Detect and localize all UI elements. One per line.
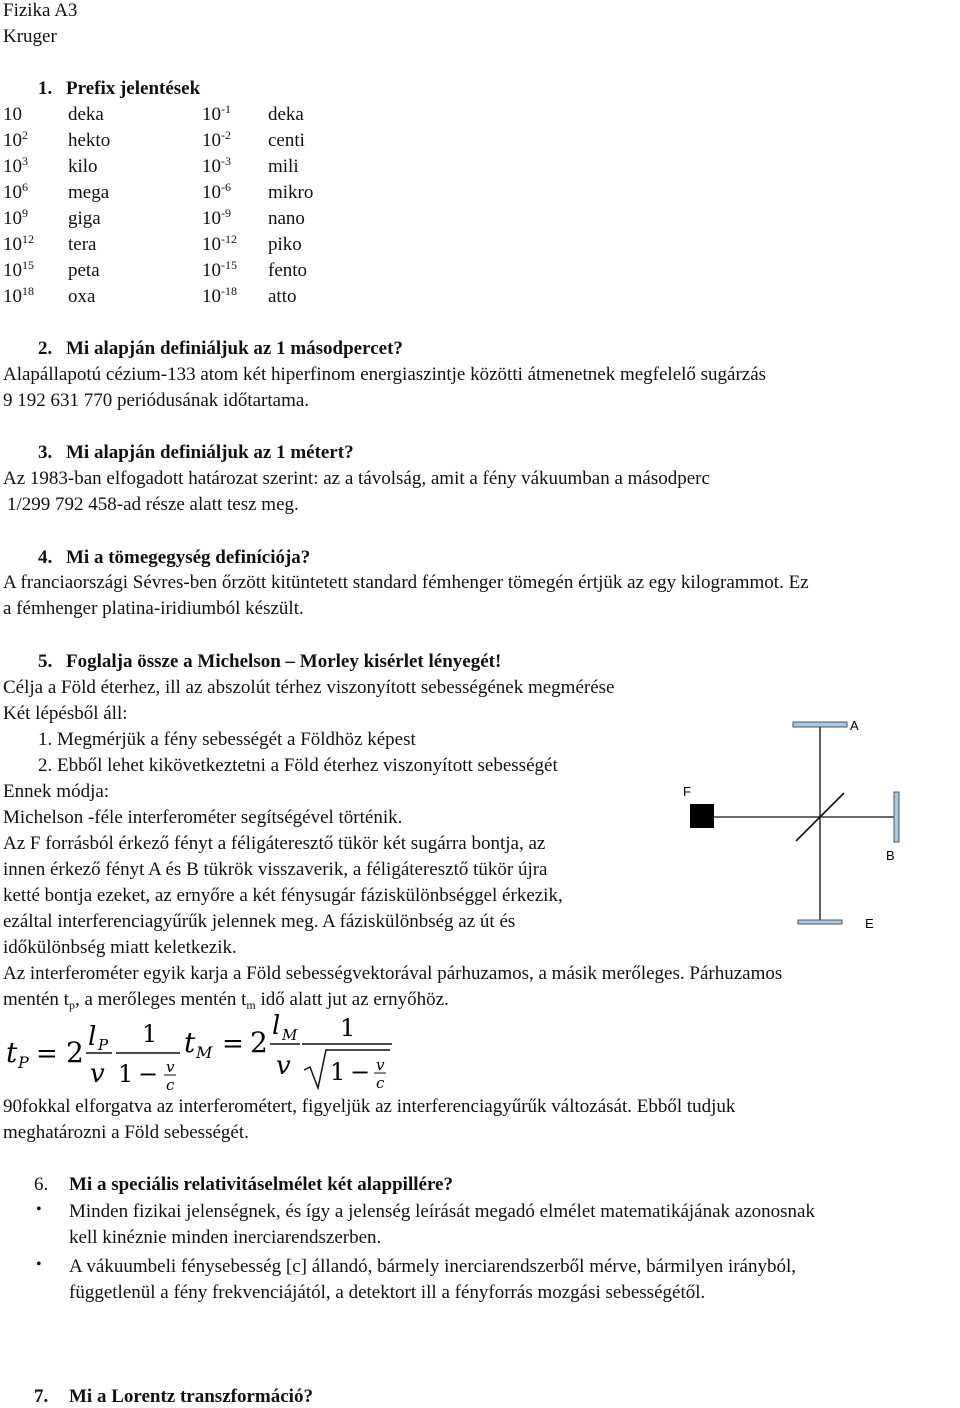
paragraph-line: 1. Megmérjük a fény sebességét a Földhöz képest bbox=[38, 729, 416, 750]
prefix-name: deka bbox=[268, 104, 304, 125]
section-title: Mi a tömegegység definíciója? bbox=[66, 547, 311, 568]
power-base: 10 bbox=[202, 130, 221, 151]
power-exponent: 2 bbox=[22, 128, 28, 142]
doc-author: Kruger bbox=[3, 26, 57, 47]
power-exponent: -6 bbox=[221, 180, 231, 194]
bullet-icon: • bbox=[36, 1256, 42, 1273]
power-of-ten bbox=[3, 286, 34, 308]
prefix-name: fento bbox=[268, 260, 308, 281]
text-run: idő alatt jut az ernyőhöz. bbox=[255, 989, 449, 1010]
power-exponent: -9 bbox=[221, 206, 231, 220]
doc-title: Fizika A3 bbox=[3, 0, 78, 21]
text-run: mentén t bbox=[3, 989, 69, 1010]
section-1-heading bbox=[38, 78, 200, 100]
formula-symbol: 2 bbox=[66, 1036, 84, 1069]
power-of-ten bbox=[202, 104, 231, 126]
prefix-name: tera bbox=[68, 234, 97, 255]
subscript: m bbox=[246, 998, 256, 1012]
power-exponent: -18 bbox=[221, 284, 237, 298]
power-base: 10 bbox=[202, 208, 221, 229]
prefix-name: piko bbox=[268, 234, 302, 255]
power-exponent: 9 bbox=[22, 206, 28, 220]
power-base: 10 bbox=[3, 182, 22, 203]
power-exponent: 12 bbox=[22, 232, 34, 246]
formula-subscript: P bbox=[18, 1053, 29, 1072]
section-title: Prefix jelentések bbox=[66, 78, 201, 99]
power-of-ten bbox=[3, 208, 28, 230]
prefix-name: oxa bbox=[68, 286, 96, 307]
power-exponent: -12 bbox=[221, 232, 237, 246]
prefix-name: hekto bbox=[68, 130, 111, 151]
paragraph-line: Ennek módja: bbox=[3, 781, 110, 802]
formula-symbol: v bbox=[276, 1051, 291, 1081]
paragraph-line: ketté bontja ezeket, az ernyőre a két fénysugár fáziskülönbséggel érkezik, bbox=[3, 885, 563, 906]
power-exponent: 3 bbox=[22, 154, 28, 168]
label-e: E bbox=[865, 916, 874, 931]
section-3-heading bbox=[38, 442, 354, 464]
power-base: 10 bbox=[3, 286, 22, 307]
paragraph-line: Az F forrásból érkező fényt a féligáteresztő tükör két sugárra bontja, az bbox=[3, 833, 546, 854]
formula-subscript: M bbox=[282, 1026, 298, 1044]
power-base: 10 bbox=[202, 182, 221, 203]
formula-symbol: c bbox=[376, 1074, 385, 1092]
formula-subscript: P bbox=[98, 1036, 109, 1054]
paragraph-line: ezáltal interferenciagyűrűk jelennek meg. A fáziskülönbség az út és bbox=[3, 911, 516, 932]
prefix-name: peta bbox=[68, 260, 100, 281]
prefix-name: kilo bbox=[68, 156, 98, 177]
paragraph-line: a fémhenger platina-iridiumból készült. bbox=[3, 598, 304, 619]
paragraph-line: innen érkező fényt A és B tükrök visszaverik, a féligáteresztő tükör újra bbox=[3, 859, 548, 880]
paragraph-line: 1/299 792 458-ad része alatt tesz meg. bbox=[7, 494, 299, 515]
prefix-name: centi bbox=[268, 130, 305, 151]
list-item-line: A vákuumbeli fénysebesség [c] állandó, bármely inerciarendszerből mérve, bármilyen irányból, bbox=[69, 1256, 797, 1277]
power-of-ten bbox=[3, 104, 22, 126]
formula-symbol: 1 bbox=[118, 1060, 134, 1088]
section-title: Mi a speciális relativitáselmélet két alappillére? bbox=[69, 1174, 453, 1195]
section-5-heading bbox=[38, 651, 501, 673]
power-base: 10 bbox=[3, 130, 22, 151]
formula-symbol: 1 bbox=[340, 1014, 356, 1042]
formula-symbol: 1 bbox=[330, 1058, 346, 1086]
power-exponent: -2 bbox=[221, 128, 231, 142]
power-of-ten bbox=[3, 234, 34, 256]
power-exponent: -3 bbox=[221, 154, 231, 168]
paragraph-line: A franciaországi Sévres-ben őrzött kitüntetett standard fémhenger tömegén értjük az egy kilogrammot. Ez bbox=[3, 572, 809, 593]
prefix-name: mili bbox=[268, 156, 299, 177]
section-number: 3. bbox=[38, 442, 53, 463]
power-of-ten bbox=[202, 234, 237, 256]
list-item-line: függetlenül a fény frekvenciájától, a detektort ill a fényforrás mozgási sebességétől. bbox=[69, 1282, 706, 1303]
bullet-icon: • bbox=[36, 1201, 42, 1218]
mirror-b bbox=[894, 792, 899, 842]
power-base: 10 bbox=[202, 286, 221, 307]
formula-symbol: − bbox=[138, 1060, 159, 1088]
section-6-heading bbox=[34, 1174, 453, 1196]
subscript: p bbox=[68, 998, 75, 1012]
paragraph-line: Célja a Föld éterhez, ill az abszolút térhez viszonyított sebességének megmérése bbox=[3, 677, 615, 698]
formula-subscript: M bbox=[196, 1043, 213, 1062]
light-source-f bbox=[690, 804, 714, 828]
formula-symbol: = bbox=[36, 1039, 58, 1069]
power-exponent: -15 bbox=[221, 258, 237, 272]
power-base: 10 bbox=[202, 156, 221, 177]
paragraph-line bbox=[3, 989, 449, 1011]
prefix-name: deka bbox=[68, 104, 104, 125]
prefix-name: mega bbox=[68, 182, 110, 203]
section-number: 7. bbox=[34, 1386, 49, 1407]
paragraph-line: Alapállapotú cézium-133 atom két hiperfinom energiaszintje közötti átmenetnek megfelelő sugárzás bbox=[3, 364, 767, 385]
section-title: Foglalja össze a Michelson – Morley kisérlet lényegét! bbox=[66, 651, 502, 672]
text-run: , a merőleges mentén t bbox=[74, 989, 247, 1010]
power-exponent: 18 bbox=[22, 284, 34, 298]
section-title: Mi a Lorentz transzformáció? bbox=[69, 1386, 313, 1407]
paragraph-line: Az interferométer egyik karja a Föld sebességvektorával párhuzamos, a másik merőleges. Párhuzamos bbox=[3, 963, 783, 984]
section-number: 6. bbox=[34, 1174, 49, 1195]
formula-symbol: t bbox=[184, 1026, 196, 1059]
prefix-name: giga bbox=[68, 208, 101, 229]
paragraph-line: meghatározni a Föld sebességét. bbox=[3, 1122, 249, 1143]
paragraph-line: 90fokkal elforgatva az interferométert, figyeljük az interferenciagyűrűk változását. Ebből tudjuk bbox=[3, 1096, 736, 1117]
power-of-ten bbox=[3, 130, 28, 152]
formula-symbol: 1 bbox=[142, 1020, 158, 1048]
section-title: Mi alapján definiáljuk az 1 métert? bbox=[66, 442, 354, 463]
power-base: 10 bbox=[3, 234, 22, 255]
section-number: 5. bbox=[38, 651, 53, 672]
formula-symbol: l bbox=[88, 1022, 97, 1052]
power-base: 10 bbox=[202, 234, 221, 255]
formula-symbol: − bbox=[350, 1058, 371, 1086]
paragraph-line: időkülönbség miatt keletkezik. bbox=[3, 937, 237, 958]
prefix-name: atto bbox=[268, 286, 297, 307]
prefix-name: nano bbox=[268, 208, 305, 229]
formula-symbol: 2 bbox=[250, 1026, 268, 1059]
formula-symbol: l bbox=[272, 1011, 281, 1041]
label-f: F bbox=[683, 784, 691, 799]
list-item-line: Minden fizikai jelenségnek, és így a jelenség leírását megadó elmélet matematikájának azonosnak bbox=[69, 1201, 815, 1222]
paragraph-line: Két lépésből áll: bbox=[3, 703, 128, 724]
power-base: 10 bbox=[3, 208, 22, 229]
formula-symbol: v bbox=[376, 1056, 385, 1074]
power-base: 10 bbox=[3, 260, 22, 281]
formula-symbol: v bbox=[90, 1059, 105, 1089]
power-of-ten bbox=[202, 208, 231, 230]
power-base: 10 bbox=[3, 156, 22, 177]
power-of-ten bbox=[202, 182, 231, 204]
section-title: Mi alapján definiáljuk az 1 másodpercet? bbox=[66, 338, 403, 359]
power-exponent: 6 bbox=[22, 180, 28, 194]
label-a: A bbox=[850, 718, 859, 733]
paragraph-line: Az 1983-ban elfogadott határozat szerint: az a távolság, amit a fény vákuumban a másodperc bbox=[3, 468, 710, 489]
paragraph-line: 2. Ebből lehet kikövetkeztetni a Föld éterhez viszonyított sebességét bbox=[38, 755, 558, 776]
section-2-heading bbox=[38, 338, 403, 360]
power-of-ten bbox=[202, 286, 237, 308]
formula-symbol: c bbox=[166, 1076, 175, 1094]
paragraph-line: Michelson -féle interferométer segítségével történik. bbox=[3, 807, 403, 828]
formula-symbol: = bbox=[222, 1029, 244, 1059]
power-of-ten bbox=[3, 156, 28, 178]
power-of-ten bbox=[202, 156, 231, 178]
power-of-ten bbox=[3, 260, 34, 282]
power-base: 10 bbox=[3, 104, 22, 125]
section-4-heading bbox=[38, 547, 310, 569]
section-number: 4. bbox=[38, 547, 53, 568]
time-formula bbox=[4, 1010, 404, 1094]
power-of-ten bbox=[202, 130, 231, 152]
label-b: B bbox=[886, 848, 895, 863]
power-of-ten bbox=[202, 260, 237, 282]
power-exponent: 15 bbox=[22, 258, 34, 272]
prefix-name: mikro bbox=[268, 182, 314, 203]
paragraph-line: 9 192 631 770 periódusának időtartama. bbox=[3, 390, 310, 411]
power-base: 10 bbox=[202, 104, 221, 125]
power-exponent: -1 bbox=[221, 102, 231, 116]
list-item-line: kell kinéznie minden inerciarendszerben. bbox=[69, 1227, 382, 1248]
section-7-heading bbox=[34, 1386, 313, 1408]
power-base: 10 bbox=[202, 260, 221, 281]
interferometer-diagram bbox=[668, 712, 908, 942]
mirror-a bbox=[793, 722, 847, 727]
power-of-ten bbox=[3, 182, 28, 204]
formula-symbol: v bbox=[166, 1058, 175, 1076]
screen-e bbox=[798, 920, 842, 924]
section-number: 2. bbox=[38, 338, 53, 359]
formula-symbol: t bbox=[6, 1036, 18, 1069]
section-number: 1. bbox=[38, 78, 53, 99]
